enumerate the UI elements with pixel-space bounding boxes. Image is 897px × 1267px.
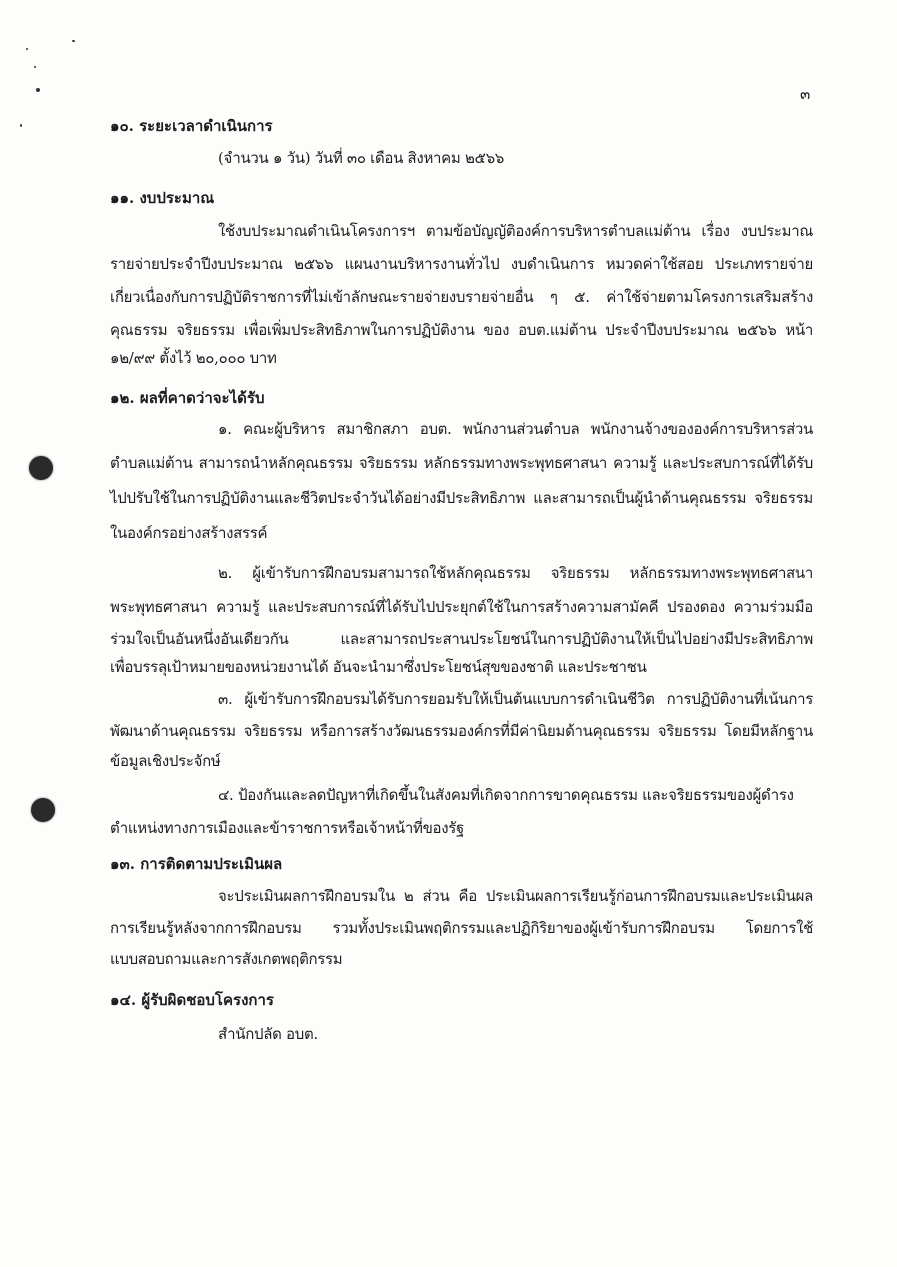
- scan-speck: [72, 40, 75, 42]
- text-line: ๓. ผู้เข้ารับการฝึกอบรมได้รับการยอมรับให้เป็นต้นแบบการดำเนินชีวิต การปฏิบัติงานที่เน้นการ: [218, 690, 813, 708]
- text-line: สำนักปลัด อบต.: [218, 1025, 318, 1043]
- text-line: แบบสอบถามและการสังเกตพฤติกรรม: [110, 950, 343, 968]
- scan-speck: [20, 124, 22, 127]
- text-line: รายจ่ายประจำปีงบประมาณ ๒๕๖๖ แผนงานบริหารงานทั่วไป งบดำเนินการ หมวดค่าใช้สอย ประเภทรายจ่าย: [110, 255, 813, 273]
- text-line: ข้อมูลเชิงประจักษ์: [110, 752, 221, 770]
- text-line: เกี่ยวเนื่องกับการปฏิบัติราชการที่ไม่เข้าลักษณะรายจ่ายงบรายจ่ายอื่น ๆ ๕. ค่าใช้จ่ายตามโครงการเสริมสร้าง: [110, 288, 813, 306]
- text-line: ใช้งบประมาณดำเนินโครงการฯ ตามข้อบัญญัติองค์การบริหารตำบลแม่ต้าน เรื่อง งบประมาณ: [218, 222, 813, 240]
- text-line: ๑. คณะผู้บริหาร สมาชิกสภา อบต. พนักงานส่วนตำบล พนักงานจ้างขององค์การบริหารส่วน: [218, 420, 813, 438]
- section-heading: ๑๒. ผลที่คาดว่าจะได้รับ: [110, 389, 265, 407]
- text-line: ตำแหน่งทางการเมืองและข้าราชการหรือเจ้าหน้าที่ของรัฐ: [110, 819, 465, 837]
- text-line: คุณธรรม จริยธรรม เพื่อเพิ่มประสิทธิภาพในการปฏิบัติงาน ของ อบต.แม่ต้าน ประจำปีงบประมาณ ๒๕๖๖ หน้า: [110, 321, 813, 339]
- text-line: ตำบลแม่ต้าน สามารถนำหลักคุณธรรม จริยธรรม หลักธรรมทางพระพุทธศาสนา ความรู้ และประสบการณ์ที่ได้รับ: [110, 454, 813, 472]
- section-heading: ๑๐. ระยะเวลาดำเนินการ: [110, 117, 273, 135]
- text-line: ๔. ป้องกันและลดปัญหาที่เกิดขึ้นในสังคมที่เกิดจากการขาดคุณธรรม และจริยธรรมของผู้ดำรง: [218, 786, 794, 804]
- text-line: จะประเมินผลการฝึกอบรมใน ๒ ส่วน คือ ประเมินผลการเรียนรู้ก่อนการฝึกอบรมและประเมินผล: [218, 887, 813, 905]
- page-number: ๓: [800, 85, 811, 103]
- punch-hole-upper: [29, 456, 53, 480]
- scan-speck: [36, 88, 40, 92]
- text-line: (จำนวน ๑ วัน) วันที่ ๓๐ เดือน สิงหาคม ๒๕๖๖: [218, 149, 505, 167]
- punch-hole-lower: [31, 798, 55, 822]
- text-line: ๒. ผู้เข้ารับการฝึกอบรมสามารถใช้หลักคุณธรรม จริยธรรม หลักธรรมทางพระพุทธศาสนา: [218, 564, 813, 582]
- section-heading: ๑๔. ผู้รับผิดชอบโครงการ: [110, 991, 274, 1009]
- text-line: พระพุทธศาสนา ความรู้ และประสบการณ์ที่ได้รับไปประยุกต์ใช้ในการสร้างความสามัคคี ปรองดอง ความร่วมมือ: [110, 598, 813, 616]
- text-line: ร่วมใจเป็นอันหนึ่งอันเดียวกัน และสามารถประสานประโยชน์ในการปฏิบัติงานให้เป็นไปอย่างมีประสิทธิภาพ: [110, 630, 813, 648]
- text-line: พัฒนาด้านคุณธรรม จริยธรรม หรือการสร้างวัฒนธรรมองค์กรที่มีค่านิยมด้านคุณธรรม จริยธรรม โดยมีหลักฐาน: [110, 722, 813, 740]
- scan-speck: [34, 66, 36, 68]
- text-line: การเรียนรู้หลังจากการฝึกอบรม รวมทั้งประเมินพฤติกรรมและปฏิกิริยาของผู้เข้ารับการฝึกอบรม โดยการใช้: [110, 919, 813, 937]
- text-line: ในองค์กรอย่างสร้างสรรค์: [110, 524, 268, 542]
- section-heading: ๑๓. การติดตามประเมินผล: [110, 855, 283, 873]
- section-heading: ๑๑. งบประมาณ: [110, 189, 215, 207]
- scan-speck: [26, 48, 28, 50]
- text-line: ไปปรับใช้ในการปฏิบัติงานและชีวิตประจำวันได้อย่างมีประสิทธิภาพ และสามารถเป็นผู้นำด้านคุณธรรม จริยธรรม: [110, 489, 813, 507]
- text-line: ๑๒/๙๙ ตั้งไว้ ๒๐,๐๐๐ บาท: [110, 349, 277, 367]
- text-line: เพื่อบรรลุเป้าหมายของหน่วยงานได้ อันจะนำมาซึ่งประโยชน์สุขของชาติ และประชาชน: [110, 658, 647, 676]
